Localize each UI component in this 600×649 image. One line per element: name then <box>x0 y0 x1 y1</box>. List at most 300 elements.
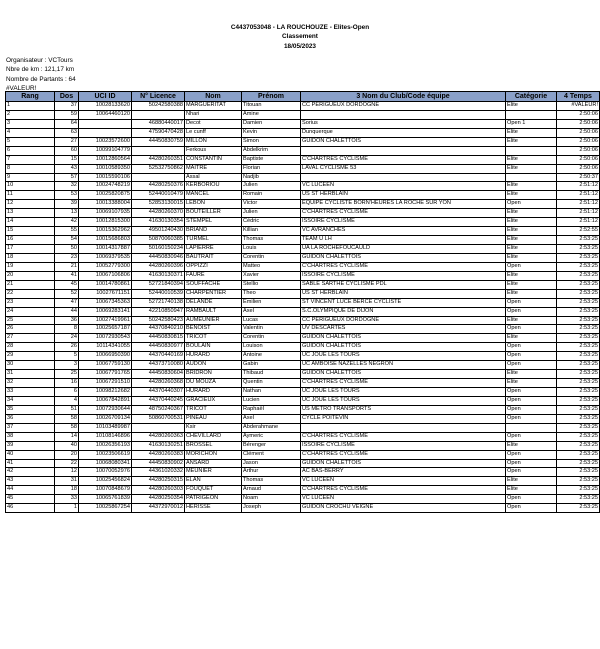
cell-nom: AUDON <box>185 361 242 370</box>
cell-licence: 44280260351 <box>132 155 185 164</box>
cell-licence: 50242580388 <box>132 102 185 111</box>
cell-prenom: Raphaël <box>242 405 301 414</box>
cell-rang: 24 <box>6 307 55 316</box>
cell-temps: 2:51:12 <box>557 200 600 209</box>
cell-categorie: Elite <box>506 441 557 450</box>
cell-dos: 21 <box>55 262 79 271</box>
cell-categorie: Open <box>506 343 557 352</box>
cell-temps: 2:53:25 <box>557 495 600 504</box>
cell-nom: FAURE <box>185 271 242 280</box>
cell-categorie: Elite <box>506 280 557 289</box>
cell-rang: 9 <box>6 173 55 182</box>
table-row <box>6 370 600 379</box>
table-row <box>6 253 600 262</box>
cell-licence: 47590470428 <box>132 128 185 137</box>
cell-prenom: Cédric <box>242 218 301 227</box>
cell-categorie: Open <box>506 459 557 468</box>
cell-temps: 2:50:37 <box>557 173 600 182</box>
cell-rang: 17 <box>6 245 55 254</box>
cell-nom: BENOIST <box>185 325 242 334</box>
cell-nom: AUMEUNIER <box>185 316 242 325</box>
cell-licence: 44280260396 <box>132 262 185 271</box>
cell-club: VC LUCEEN <box>301 477 506 486</box>
cell-dos: 6 <box>55 388 79 397</box>
cell-dos: 13 <box>55 209 79 218</box>
cell-licence: 44450830815 <box>132 334 185 343</box>
cell-club: ST VINCENT LUCE BERCE CYCLISTE <box>301 298 506 307</box>
cell-categorie: Open <box>506 307 557 316</box>
cell-temps: 2:53:25 <box>557 361 600 370</box>
cell-uci-id: 10072930644 <box>79 405 132 414</box>
distance-text: Nbre de km : 121,17 km <box>6 66 75 74</box>
cell-club: GUIDON CHALETTOIS <box>301 334 506 343</box>
cell-licence: 44450830946 <box>132 253 185 262</box>
cell-club: CC PERIGUEUX DORDOGNE <box>301 102 506 111</box>
cell-temps: 2:53:25 <box>557 343 600 352</box>
cell-categorie: Elite <box>506 271 557 280</box>
cell-licence: 52853130015 <box>132 200 185 209</box>
cell-club: ISSOIRE CYCLISME <box>301 218 506 227</box>
cell-temps: 2:50:06 <box>557 119 600 128</box>
cell-categorie <box>506 173 557 182</box>
cell-prenom: Axel <box>242 307 301 316</box>
cell-categorie: Open <box>506 450 557 459</box>
table-row <box>6 236 600 245</box>
cell-licence: 52721840394 <box>132 280 185 289</box>
report-header <box>0 23 600 51</box>
cell-rang: 18 <box>6 253 55 262</box>
table-row <box>6 173 600 182</box>
cell-uci-id: 10069379535 <box>79 253 132 262</box>
cell-temps: 2:53:25 <box>557 334 600 343</box>
cell-temps: 2:50:06 <box>557 128 600 137</box>
cell-nom: OPPIZZI <box>185 262 242 271</box>
cell-uci-id: 10010589350 <box>79 164 132 173</box>
cell-dos: 45 <box>55 280 79 289</box>
cell-nom: BOUTEILLER <box>185 209 242 218</box>
cell-uci-id: 10025867254 <box>79 504 132 513</box>
cell-nom: SOUFFACHE <box>185 280 242 289</box>
table-row <box>6 182 600 191</box>
table-row <box>6 388 600 397</box>
cell-temps: 2:53:25 <box>557 432 600 441</box>
cell-club: UV DESCARTES <box>301 325 506 334</box>
cell-categorie: Elite <box>506 137 557 146</box>
cell-temps: 2:53:25 <box>557 486 600 495</box>
cell-licence: 48750240367 <box>132 405 185 414</box>
column-header-prenom: Prénom <box>242 92 301 102</box>
cell-dos: 23 <box>55 253 79 262</box>
table-row <box>6 128 600 137</box>
cell-dos: 64 <box>55 119 79 128</box>
table-row <box>6 325 600 334</box>
cell-categorie: Elite <box>506 370 557 379</box>
table-row <box>6 352 600 361</box>
cell-nom: PATRIGEON <box>185 495 242 504</box>
cell-dos: 24 <box>55 334 79 343</box>
cell-dos: 39 <box>55 200 79 209</box>
cell-temps: 2:52:55 <box>557 227 600 236</box>
cell-licence: 52721740138 <box>132 298 185 307</box>
column-header-dos: Dos <box>55 92 79 102</box>
column-header-rang: Rang <box>6 92 55 102</box>
cell-rang: 30 <box>6 361 55 370</box>
cell-licence: 44280250315 <box>132 477 185 486</box>
cell-club: C'CHARTRES CYCLISME <box>301 486 506 495</box>
cell-club: UC JOUE LES TOURS <box>301 396 506 405</box>
cell-nom: Nhari <box>185 110 242 119</box>
cell-nom: BOULAIN <box>185 343 242 352</box>
cell-licence: 41630130251 <box>132 441 185 450</box>
cell-club: VC LUCEEN <box>301 182 506 191</box>
cell-rang: 10 <box>6 182 55 191</box>
cell-licence <box>132 423 185 432</box>
table-row <box>6 450 600 459</box>
cell-nom: MILLON <box>185 137 242 146</box>
cell-prenom: Amine <box>242 110 301 119</box>
cell-categorie: Elite <box>506 155 557 164</box>
table-row <box>6 379 600 388</box>
cell-categorie <box>506 110 557 119</box>
cell-licence: 50242580423 <box>132 316 185 325</box>
cell-club: GUIDON CHALETTOIS <box>301 370 506 379</box>
cell-dos: 52 <box>55 289 79 298</box>
cell-prenom: Julien <box>242 209 301 218</box>
cell-club: ISSOIRE CYCLISME <box>301 441 506 450</box>
cell-uci-id: 10052779300 <box>79 262 132 271</box>
table-row <box>6 110 600 119</box>
cell-dos: 22 <box>55 459 79 468</box>
cell-dos: 60 <box>55 146 79 155</box>
cell-prenom: Abdelkrim <box>242 146 301 155</box>
table-row <box>6 486 600 495</box>
table-row <box>6 191 600 200</box>
cell-uci-id: 10064460120 <box>79 110 132 119</box>
cell-club: C'CHARTRES CYCLISME <box>301 262 506 271</box>
cell-temps: 2:53:25 <box>557 352 600 361</box>
cell-club: US METRO TRANSPORTS <box>301 405 506 414</box>
cell-prenom: Louis <box>242 245 301 254</box>
cell-temps: 2:53:25 <box>557 468 600 477</box>
cell-prenom: Lucas <box>242 316 301 325</box>
cell-licence <box>132 173 185 182</box>
cell-club <box>301 110 506 119</box>
cell-rang: 25 <box>6 316 55 325</box>
cell-dos: 54 <box>55 236 79 245</box>
cell-rang: 27 <box>6 334 55 343</box>
cell-uci-id: 10014317887 <box>79 245 132 254</box>
cell-licence: 44280260363 <box>132 432 185 441</box>
cell-uci-id: 10023572600 <box>79 137 132 146</box>
cell-categorie: Open <box>506 468 557 477</box>
cell-club <box>301 423 506 432</box>
cell-rang: 26 <box>6 325 55 334</box>
cell-licence: 44280250376 <box>132 182 185 191</box>
cell-nom: MARGUERITAT <box>185 102 242 111</box>
cell-dos: 16 <box>55 379 79 388</box>
cell-prenom: Axel <box>242 414 301 423</box>
cell-club: GUIDON CROCHU VEIGNE <box>301 504 506 513</box>
cell-prenom: Kevin <box>242 128 301 137</box>
cell-licence: 50870060385 <box>132 236 185 245</box>
cell-licence: 52440010539 <box>132 289 185 298</box>
header-row <box>6 92 600 102</box>
cell-licence: 44370840210 <box>132 325 185 334</box>
cell-rang: 22 <box>6 289 55 298</box>
cell-categorie: Open <box>506 352 557 361</box>
table-row <box>6 245 600 254</box>
cell-uci-id <box>79 128 132 137</box>
cell-nom: Ferkous <box>185 146 242 155</box>
cell-uci-id: 10108146896 <box>79 432 132 441</box>
cell-nom: Le cunff <box>185 128 242 137</box>
results-table-header <box>6 92 600 102</box>
cell-club: C'CHARTRES CYCLISME <box>301 450 506 459</box>
cell-prenom: Thomas <box>242 477 301 486</box>
cell-nom: MAITRE <box>185 164 242 173</box>
cell-club: CC PERIGUEUX DORDOGNE <box>301 316 506 325</box>
table-row <box>6 164 600 173</box>
cell-prenom: Louison <box>242 343 301 352</box>
report-subtitle: Classement <box>282 33 318 41</box>
cell-rang: 4 <box>6 128 55 137</box>
cell-licence: 44280260383 <box>132 450 185 459</box>
cell-categorie: Elite <box>506 253 557 262</box>
cell-temps: #VALEUR! <box>557 102 600 111</box>
cell-uci-id: 10067106806 <box>79 271 132 280</box>
cell-prenom: Matteo <box>242 262 301 271</box>
cell-uci-id: 10015362962 <box>79 227 132 236</box>
cell-uci-id: 10103489987 <box>79 423 132 432</box>
cell-categorie: Open <box>506 262 557 271</box>
cell-nom: CHARPENTIER <box>185 289 242 298</box>
cell-prenom: Killian <box>242 227 301 236</box>
cell-categorie <box>506 423 557 432</box>
cell-categorie: Elite <box>506 128 557 137</box>
cell-nom: CONSTANTIN <box>185 155 242 164</box>
table-row <box>6 441 600 450</box>
table-row <box>6 137 600 146</box>
race-date: 18/05/2023 <box>284 42 316 50</box>
error-value-text: #VALEUR! <box>6 84 37 92</box>
cell-club: AC BAS-BERRY <box>301 468 506 477</box>
table-row <box>6 227 600 236</box>
cell-categorie: Elite <box>506 227 557 236</box>
table-row <box>6 423 600 432</box>
cell-prenom: Stellio <box>242 280 301 289</box>
cell-club: UC AMBOISE NAZELLES NEGRON <box>301 361 506 370</box>
cell-rang: 8 <box>6 164 55 173</box>
cell-uci-id: 10012860564 <box>79 155 132 164</box>
cell-temps: 2:50:06 <box>557 146 600 155</box>
cell-nom: GRACIEUX <box>185 396 242 405</box>
cell-licence: 44450830902 <box>132 459 185 468</box>
cell-uci-id: 10013388004 <box>79 200 132 209</box>
cell-club: SABLE SARTHE CYCLISME PDL <box>301 280 506 289</box>
cell-categorie: Elite <box>506 379 557 388</box>
results-table <box>5 91 600 513</box>
cell-club: GUIDON CHALETTOIS <box>301 343 506 352</box>
cell-categorie: Elite <box>506 218 557 227</box>
table-row <box>6 432 600 441</box>
cell-dos: 12 <box>55 468 79 477</box>
cell-licence: 44370440245 <box>132 396 185 405</box>
cell-dos: 18 <box>55 486 79 495</box>
cell-categorie: Open <box>506 405 557 414</box>
cell-dos: 5 <box>55 352 79 361</box>
cell-club: GUIDON CHALETTOIS <box>301 459 506 468</box>
cell-licence: 52440010479 <box>132 191 185 200</box>
cell-prenom: Jason <box>242 459 301 468</box>
cell-club: US ST HERBLAIN <box>301 289 506 298</box>
cell-temps: 2:53:25 <box>557 388 600 397</box>
cell-licence: 49501240430 <box>132 227 185 236</box>
cell-categorie: Open 1 <box>506 119 557 128</box>
cell-temps: 2:53:25 <box>557 477 600 486</box>
cell-prenom: Thomas <box>242 236 301 245</box>
cell-nom: RAMBAULT <box>185 307 242 316</box>
cell-licence: 44370440169 <box>132 352 185 361</box>
cell-dos: 47 <box>55 298 79 307</box>
cell-uci-id: 10067759130 <box>79 361 132 370</box>
cell-dos: 43 <box>55 164 79 173</box>
cell-temps: 2:53:25 <box>557 307 600 316</box>
cell-uci-id: 10027419961 <box>79 316 132 325</box>
cell-nom: BAUTRAIT <box>185 253 242 262</box>
cell-rang: 20 <box>6 271 55 280</box>
cell-dos: 44 <box>55 307 79 316</box>
cell-licence: 50860700531 <box>132 414 185 423</box>
table-row <box>6 459 600 468</box>
cell-licence: 50160150234 <box>132 245 185 254</box>
cell-categorie: Elite <box>506 316 557 325</box>
cell-uci-id: 10098212682 <box>79 388 132 397</box>
cell-prenom: Quentin <box>242 379 301 388</box>
cell-rang: 2 <box>6 110 55 119</box>
cell-categorie: Elite <box>506 209 557 218</box>
cell-club: VC AVRANCHES <box>301 227 506 236</box>
cell-nom: ELAN <box>185 477 242 486</box>
cell-club: GUIDON CHALETTOIS <box>301 253 506 262</box>
cell-rang: 42 <box>6 468 55 477</box>
cell-uci-id: 10025456824 <box>79 477 132 486</box>
cell-prenom: Nathan <box>242 388 301 397</box>
cell-temps: 2:53:25 <box>557 441 600 450</box>
cell-dos: 31 <box>55 477 79 486</box>
race-meta <box>6 56 76 93</box>
cell-rang: 35 <box>6 405 55 414</box>
cell-licence: 41630130354 <box>132 218 185 227</box>
cell-rang: 3 <box>6 119 55 128</box>
table-row <box>6 343 600 352</box>
table-row <box>6 209 600 218</box>
cell-dos: 42 <box>55 218 79 227</box>
cell-licence: 41630130371 <box>132 271 185 280</box>
cell-prenom: Arnaud <box>242 486 301 495</box>
cell-prenom: Noam <box>242 495 301 504</box>
cell-rang: 32 <box>6 379 55 388</box>
cell-nom: HURARD <box>185 388 242 397</box>
cell-temps: 2:50:06 <box>557 137 600 146</box>
cell-rang: 13 <box>6 209 55 218</box>
cell-categorie: Open <box>506 361 557 370</box>
cell-temps: 2:53:25 <box>557 504 600 513</box>
cell-nom: HURARD <box>185 352 242 361</box>
cell-nom: ANSARD <box>185 459 242 468</box>
cell-rang: 38 <box>6 432 55 441</box>
cell-temps: 2:53:25 <box>557 262 600 271</box>
table-row <box>6 218 600 227</box>
cell-uci-id: 10114341055 <box>79 343 132 352</box>
table-row <box>6 200 600 209</box>
cell-prenom: Corentin <box>242 334 301 343</box>
cell-dos: 36 <box>55 316 79 325</box>
cell-rang: 34 <box>6 396 55 405</box>
cell-rang: 11 <box>6 191 55 200</box>
cell-temps: 2:51:12 <box>557 209 600 218</box>
cell-uci-id: 10067842891 <box>79 396 132 405</box>
cell-temps: 2:53:25 <box>557 280 600 289</box>
starters-text: Nombre de Partants : 64 <box>6 75 76 83</box>
cell-uci-id: 10025820875 <box>79 191 132 200</box>
cell-nom: FOUQUET <box>185 486 242 495</box>
cell-dos: 63 <box>55 128 79 137</box>
cell-prenom: Gabin <box>242 361 301 370</box>
cell-club: UC JOUE LES TOURS <box>301 388 506 397</box>
cell-dos: 50 <box>55 245 79 254</box>
cell-dos: 8 <box>55 325 79 334</box>
cell-categorie <box>506 146 557 155</box>
results-table-body <box>6 102 600 513</box>
cell-licence: 44450830604 <box>132 370 185 379</box>
cell-club: GUIDON CHALETTOIS <box>301 137 506 146</box>
cell-uci-id: 10069107935 <box>79 209 132 218</box>
cell-temps: 2:53:25 <box>557 423 600 432</box>
cell-club: C'CHARTRES CYCLISME <box>301 432 506 441</box>
cell-uci-id: 10070052976 <box>79 468 132 477</box>
table-row <box>6 477 600 486</box>
cell-rang: 39 <box>6 441 55 450</box>
cell-categorie: Elite <box>506 486 557 495</box>
cell-dos: 37 <box>55 102 79 111</box>
cell-club: EQUIPE CYCLISTE BORN'HEURES LA ROCHE SUR YON <box>301 200 506 209</box>
cell-prenom: Thibaud <box>242 370 301 379</box>
cell-rang: 19 <box>6 262 55 271</box>
cell-temps: 2:53:25 <box>557 370 600 379</box>
cell-categorie: Open <box>506 414 557 423</box>
table-row <box>6 271 600 280</box>
cell-rang: 29 <box>6 352 55 361</box>
table-row <box>6 262 600 271</box>
cell-club: S.C.OLYMPIQUE DE DIJON <box>301 307 506 316</box>
cell-nom: STEMPEL <box>185 218 242 227</box>
cell-club: LAVAL CYCLISME 53 <box>301 164 506 173</box>
cell-club: TEAM U LH <box>301 236 506 245</box>
cell-rang: 5 <box>6 137 55 146</box>
cell-temps: 2:53:25 <box>557 289 600 298</box>
cell-rang: 12 <box>6 200 55 209</box>
cell-uci-id: 10068080341 <box>79 459 132 468</box>
cell-dos: 41 <box>55 271 79 280</box>
cell-uci-id: 10067291510 <box>79 379 132 388</box>
cell-categorie: Elite <box>506 164 557 173</box>
cell-licence <box>132 146 185 155</box>
cell-licence: 42210850947 <box>132 307 185 316</box>
cell-prenom: Aymeric <box>242 432 301 441</box>
table-row <box>6 361 600 370</box>
cell-uci-id: 10069283141 <box>79 307 132 316</box>
cell-nom: BRIAND <box>185 227 242 236</box>
